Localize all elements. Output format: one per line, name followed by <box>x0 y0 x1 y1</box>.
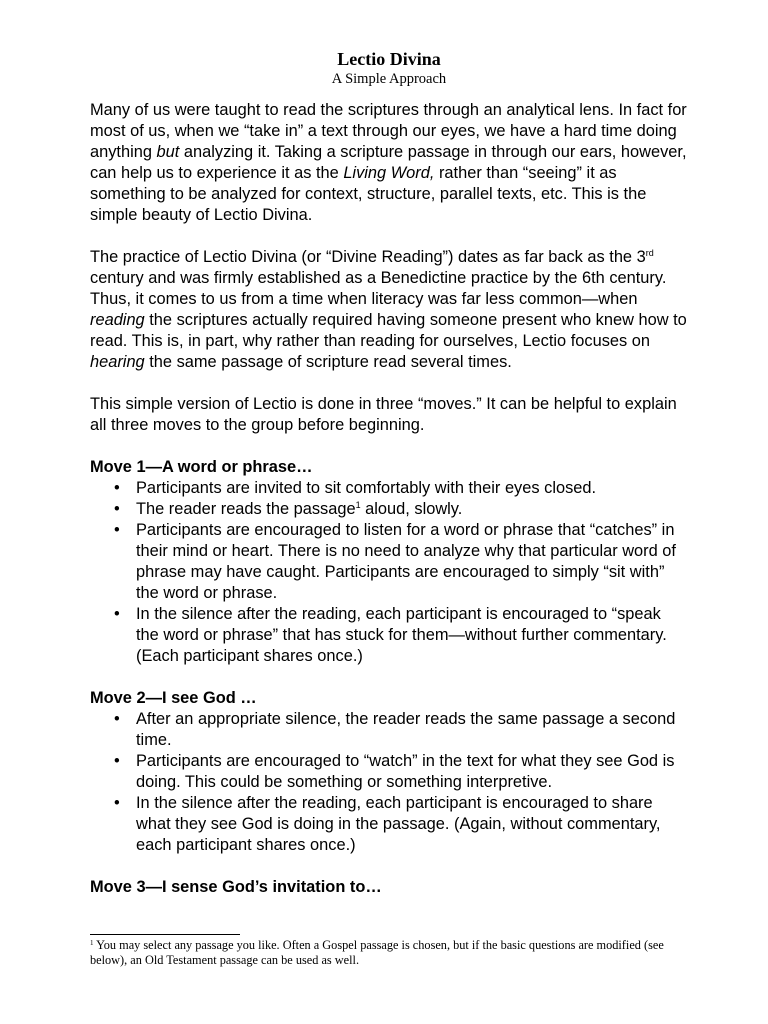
paragraph-intro <box>90 100 688 226</box>
bullet-icon: • <box>114 752 120 770</box>
move-2-list <box>90 709 688 856</box>
text-run: the scriptures actually required having someone present who knew how to read. This is, in part, why rather than reading for ourselves, Lectio focuses on <box>90 311 687 350</box>
list-item-text: The reader reads the passage <box>136 500 356 518</box>
bullet-icon: • <box>114 521 120 539</box>
move-1-list <box>90 478 688 667</box>
list-item <box>90 793 688 856</box>
list-item-text: After an appropriate silence, the reader reads the same passage a second time. <box>136 710 676 749</box>
list-item <box>90 478 688 499</box>
bullet-icon: • <box>114 479 120 497</box>
document-body <box>90 100 688 898</box>
footnote-reference[interactable]: 1 <box>355 500 361 510</box>
bullet-icon: • <box>114 500 120 518</box>
list-item-text: In the silence after the reading, each participant is encouraged to share what they see God is doing in the passage. (Again, without commentary, each participant shares once.) <box>136 794 661 854</box>
list-item <box>90 751 688 793</box>
ordinal-superscript: rd <box>645 248 654 258</box>
document-page <box>90 48 688 898</box>
text-run: rather than “seeing” it as something to be analyzed for context, structure, parallel texts, etc. This is the simple beauty of Lectio Divina. <box>90 164 647 224</box>
footnote-text: You may select any passage you like. Often a Gospel passage is chosen, but if the basic questions are modified (see below), an Old Testament passage can be used as well. <box>90 938 664 967</box>
list-item <box>90 520 688 604</box>
list-item-text: In the silence after the reading, each participant is encouraged to “speak the word or phrase” that has stuck for them—without further commentary. (Each participant shares once.) <box>136 605 667 665</box>
move-3-heading: Move 3—I sense God’s invitation to… <box>90 878 382 896</box>
list-item <box>90 709 688 751</box>
document-title: Lectio Divina <box>337 49 441 69</box>
move-2-heading: Move 2—I see God … <box>90 689 257 707</box>
emphasis-living-word: Living Word, <box>343 164 435 182</box>
text-run: The practice of Lectio Divina (or “Divine Reading”) dates as far back as the 3 <box>90 248 646 266</box>
text-run: the same passage of scripture read several times. <box>144 353 512 371</box>
footnote-divider <box>90 934 240 935</box>
list-item-text: Participants are encouraged to listen for a word or phrase that “catches” in their mind or heart. There is no need to analyze why that particular word of phrase may have caught. Participants are encouraged to simply “sit with” the word or phrase. <box>136 521 676 602</box>
emphasis-hearing: hearing <box>90 353 145 371</box>
list-item-text: aloud, slowly. <box>360 500 463 518</box>
list-item-text: Participants are encouraged to “watch” in the text for what they see God is doing. This could be something or something interpretive. <box>136 752 675 791</box>
emphasis-but: but <box>156 143 180 161</box>
text-run: analyzing it. Taking a scripture passage in through our ears, however, can help us to experience it as the <box>90 143 687 182</box>
text-run: Many of us were taught to read the scriptures through an analytical lens. In fact for most of us, when we “take in” a text through our eyes, we have a hard time doing anything <box>90 101 687 161</box>
bullet-icon: • <box>114 605 120 623</box>
bullet-icon: • <box>114 710 120 728</box>
paragraph-moves-intro: This simple version of Lectio is done in three “moves.” It can be helpful to explain all three moves to the group before beginning. <box>90 395 677 434</box>
footnote-mark: 1 <box>90 939 94 947</box>
move-1-heading: Move 1—A word or phrase… <box>90 458 313 476</box>
emphasis-reading: reading <box>90 311 145 329</box>
footnote <box>90 938 690 968</box>
list-item <box>90 604 688 667</box>
text-run: century and was firmly established as a Benedictine practice by the 6th century. Thus, it comes to us from a time when literacy was far less common—when <box>90 269 667 308</box>
list-item <box>90 499 688 520</box>
document-subtitle: A Simple Approach <box>331 71 447 87</box>
bullet-icon: • <box>114 794 120 812</box>
paragraph-history <box>90 247 688 373</box>
list-item-text: Participants are invited to sit comfortably with their eyes closed. <box>136 479 597 497</box>
